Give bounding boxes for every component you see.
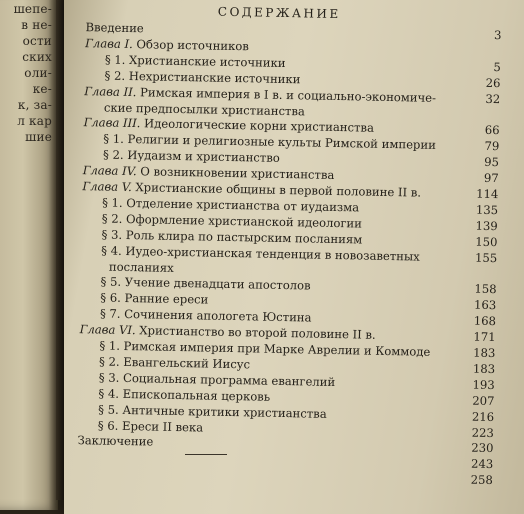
page-number: 26: [474, 75, 500, 89]
toc-entry-text: § 1. Римская империя при Марке Аврелии и Коммоде: [99, 338, 430, 358]
page-number: 97: [473, 171, 499, 185]
chapter-label: Глава III.: [84, 116, 145, 131]
left-page-fragment: шие: [25, 130, 52, 144]
toc-entry-text: § 2. Евангельский Иисус: [99, 354, 250, 371]
page-number: 216: [468, 409, 494, 423]
page-number: 168: [470, 314, 496, 328]
toc-entry: [100, 291, 208, 307]
toc-entry: [85, 36, 249, 53]
toc-entry: [105, 52, 286, 69]
page-number: 258: [467, 473, 493, 487]
toc-entry-text: § 6. Ранние ереси: [100, 291, 208, 307]
toc-entry: [98, 418, 204, 434]
toc-entry-text: О возникновении христианства: [140, 164, 334, 182]
toc-entry: [103, 148, 280, 165]
page-number: 193: [469, 377, 495, 391]
page-number: 158: [470, 282, 496, 296]
page-number: 155: [471, 250, 497, 264]
toc-entry-text: § 4. Епископальная церковь: [98, 386, 270, 403]
toc-heading: СОДЕРЖАНИЕ: [218, 5, 341, 21]
table-of-contents: [68, 2, 518, 510]
toc-entry: [98, 386, 270, 403]
toc-entry: [104, 100, 305, 118]
toc-entry: [99, 354, 250, 371]
page-number: 32: [474, 91, 500, 105]
page-number: 150: [471, 234, 497, 248]
toc-entry-text: § 7. Сочинения апологета Юстина: [100, 307, 312, 325]
toc-entry-text: § 2. Нехристианские источники: [104, 68, 300, 86]
toc-entry-text: § 2. Оформление христианской идеологии: [102, 211, 362, 230]
toc-entry-text: посланиях: [109, 259, 174, 274]
toc-entry-text: § 1. Религии и религиозные культы Римской империи: [103, 132, 436, 152]
page-number: 95: [473, 155, 499, 169]
toc-entry: [100, 307, 312, 325]
toc-entry-text: Римская империя в I в. и социально-экономиче-: [140, 85, 436, 105]
toc-entry-text: § 4. Иудео-христианская тенденция в новозаветных: [101, 243, 420, 263]
left-page-fragment: ости: [23, 34, 52, 48]
chapter-label: Глава IV.: [83, 163, 141, 178]
left-page-fragment: ке-: [33, 82, 52, 96]
chapter-label: Глава V.: [82, 179, 135, 194]
page-number: 135: [472, 202, 498, 216]
left-page-fragment: в не-: [21, 18, 52, 32]
chapter-label: Глава I.: [85, 36, 137, 51]
toc-entry: [85, 20, 143, 35]
toc-entry-text: § 2. Иудаизм и христианство: [103, 148, 280, 165]
toc-entry-text: § 5. Учение двенадцати апостолов: [100, 275, 310, 293]
left-page-fragment: ских: [22, 50, 52, 64]
chapter-label: Глава VI.: [80, 322, 140, 337]
toc-entry-text: § 6. Ереси II века: [98, 418, 204, 434]
chapter-label: Глава II.: [84, 84, 140, 99]
page-number: 183: [469, 346, 495, 360]
left-page: [0, 0, 58, 510]
toc-entry-text: § 1. Христианские источники: [105, 52, 286, 69]
page-number: 230: [467, 441, 493, 455]
page-number: 223: [468, 425, 494, 439]
end-rule: [185, 454, 227, 455]
toc-entry-text: Христианство во второй половине II в.: [139, 323, 376, 342]
toc-entry-text: § 3. Роль клира по пастырским посланиям: [101, 227, 362, 246]
toc-entry-text: § 5. Античные критики христианства: [98, 402, 327, 420]
toc-entry-text: § 3. Социальная программа евангелий: [99, 370, 336, 389]
page-number: 171: [470, 330, 496, 344]
toc-entry: [77, 433, 153, 448]
left-page-fragment: к, за-: [18, 98, 52, 112]
page-number: 183: [469, 361, 495, 375]
page-number: 66: [473, 123, 499, 137]
left-page-fragment: л кар: [17, 114, 52, 128]
page-number: 79: [473, 139, 499, 153]
toc-entry-text: Идеологические корни христианства: [144, 117, 374, 135]
toc-entry-text: Обзор источников: [136, 37, 249, 53]
page-number: 5: [475, 59, 501, 73]
toc-entry-text: Введение: [85, 20, 143, 35]
left-page-fragment: оли-: [24, 66, 52, 80]
page-number: 3: [475, 28, 501, 42]
toc-entry: [100, 275, 310, 293]
page-number: 114: [472, 187, 498, 201]
page-number: 243: [467, 457, 493, 471]
toc-entry-text: Заключение: [77, 433, 153, 448]
toc-entry-text: Христианские общины в первой половине II в.: [135, 180, 421, 199]
toc-entry: [109, 259, 174, 274]
toc-entry-text: ские предпосылки христианства: [104, 100, 305, 118]
page-number: 163: [470, 298, 496, 312]
toc-entry: [104, 68, 300, 86]
page-number: 207: [468, 393, 494, 407]
left-page-fragment: шепе-: [14, 2, 52, 16]
toc-entry-text: § 1. Отделение христианства от иудаизма: [102, 195, 359, 214]
page-number: 139: [472, 218, 498, 232]
